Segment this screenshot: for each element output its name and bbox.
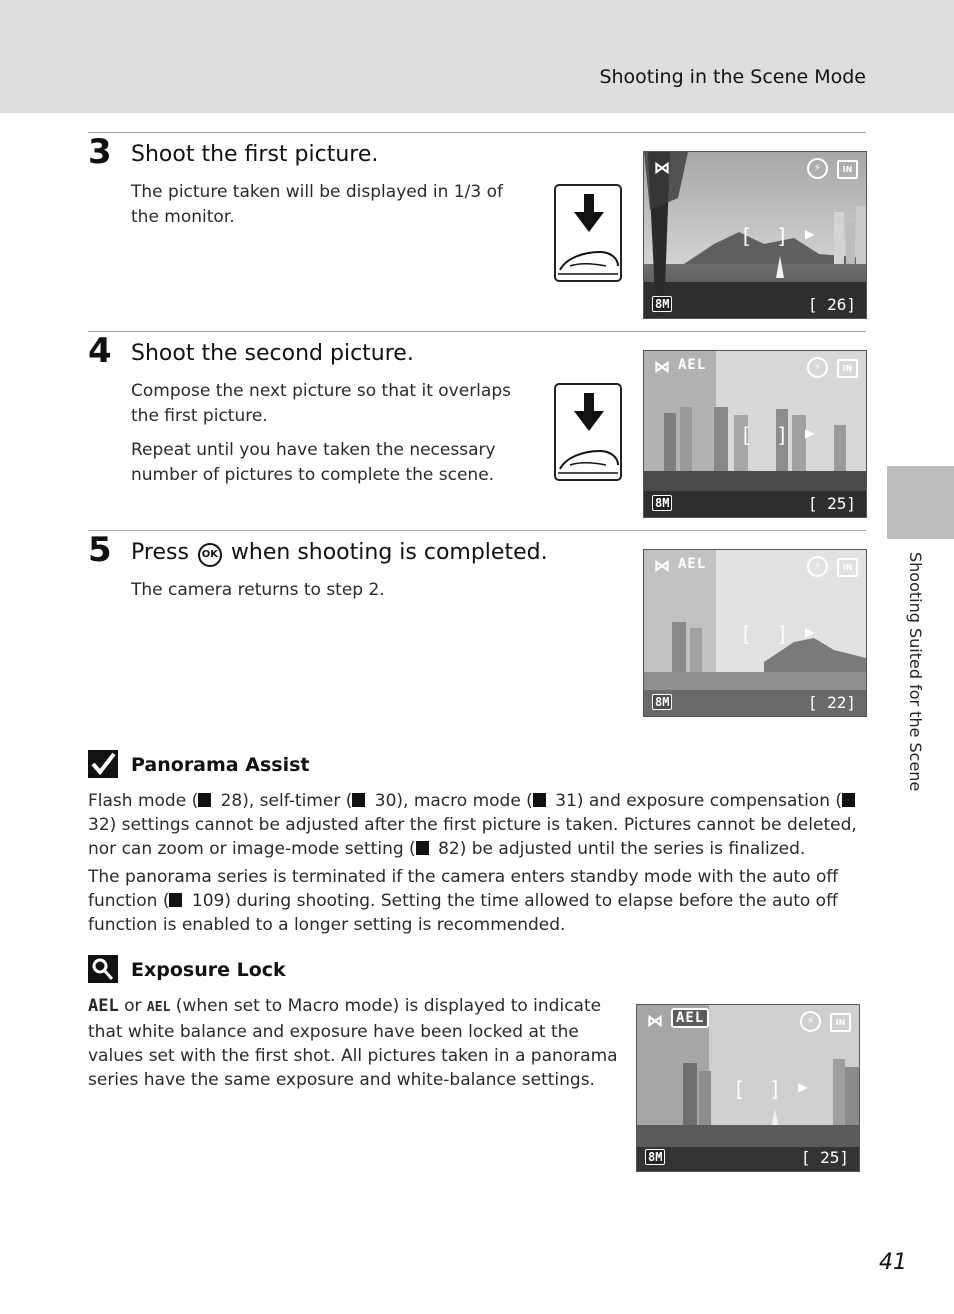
flash-icon: ⚡	[807, 556, 828, 577]
step-divider	[88, 331, 866, 332]
macro-ael-symbol: AEL	[146, 1000, 171, 1015]
step-text: The picture taken will be displayed in 1/3 of the monitor.	[131, 182, 503, 227]
step-title-post: when shooting is completed.	[230, 540, 548, 565]
header-band	[0, 0, 954, 113]
direction-arrow-icon: ▶	[798, 1077, 808, 1096]
section-title: Shooting in the Scene Mode	[599, 66, 866, 88]
note-paragraph	[88, 994, 623, 1092]
internal-memory-icon: IN	[837, 160, 858, 179]
exposures-remaining: [ 25]	[800, 1148, 849, 1167]
page-reference-icon	[169, 893, 182, 907]
focus-brackets: [ ]	[740, 224, 795, 248]
focus-brackets: [ ]	[740, 423, 795, 447]
focus-brackets: [ ]	[733, 1077, 788, 1101]
page-reference-icon	[198, 793, 211, 807]
note-body	[88, 789, 866, 941]
page-reference-icon	[533, 793, 546, 807]
note-text: 31) and exposure compensation (	[549, 791, 842, 811]
flash-icon: ⚡	[807, 357, 828, 378]
side-tab-label	[905, 552, 927, 802]
panorama-mode-icon: ⋈	[654, 357, 670, 376]
note-text: or	[118, 996, 147, 1016]
camera-screen	[643, 350, 867, 518]
internal-memory-icon: IN	[837, 359, 858, 378]
ael-indicator: AEL	[678, 556, 707, 572]
note-text: The panorama series is terminated if the camera enters standby mode with the auto off function (	[88, 867, 839, 911]
panorama-mode-icon: ⋈	[647, 1011, 663, 1030]
flash-icon: ⚡	[800, 1011, 821, 1032]
note-paragraph	[88, 789, 866, 861]
ael-indicator: AEL	[678, 357, 707, 373]
note-text: (when set to Macro mode) is displayed to indicate that white balance and exposure have been locked at the values set with the first shot. All pictures taken in a panorama series have the same exposure and white-balance settings.	[88, 996, 618, 1090]
panorama-mode-icon: ⋈	[654, 556, 670, 575]
exposures-remaining: [ 22]	[807, 693, 856, 712]
image-size-icon: 8M	[652, 296, 672, 312]
step-divider	[88, 132, 866, 133]
exposure-count: 25	[820, 1148, 840, 1167]
step-body	[131, 379, 521, 497]
step-text: Compose the next picture so that it overlaps the first picture.	[131, 381, 511, 426]
step-divider	[88, 530, 866, 531]
checkmark-icon	[88, 750, 118, 778]
page-reference-icon	[416, 841, 429, 855]
step-body	[131, 180, 511, 239]
internal-memory-icon: IN	[837, 558, 858, 577]
section-side-tab	[887, 466, 954, 539]
step-number: 3	[88, 132, 112, 172]
camera-screen	[636, 1004, 860, 1172]
shutter-press-icon	[554, 383, 622, 481]
note-text: 82) be adjusted until the series is finalized.	[432, 839, 806, 859]
exposure-count: 26	[827, 295, 847, 314]
image-size-icon: 8M	[645, 1149, 665, 1165]
panorama-mode-icon: ⋈	[654, 158, 670, 177]
internal-memory-icon: IN	[830, 1013, 851, 1032]
step-body	[131, 578, 521, 612]
step-title: Shoot the first picture.	[131, 142, 379, 167]
direction-arrow-icon: ▶	[805, 622, 815, 641]
image-size-icon: 8M	[652, 495, 672, 511]
shutter-press-icon	[554, 184, 622, 282]
note-paragraph	[88, 865, 866, 937]
step-title-pre: Press	[131, 540, 189, 565]
page-reference-icon	[842, 793, 855, 807]
camera-screen	[643, 549, 867, 717]
direction-arrow-icon: ▶	[805, 224, 815, 243]
step-title	[131, 540, 548, 567]
focus-brackets: [ ]	[740, 622, 795, 646]
ael-indicator-highlighted: AEL	[671, 1008, 709, 1028]
exposure-count: 22	[827, 693, 847, 712]
image-size-icon: 8M	[652, 694, 672, 710]
note-heading: Exposure Lock	[131, 959, 286, 981]
magnifier-note-icon	[88, 955, 118, 983]
flash-icon: ⚡	[807, 158, 828, 179]
page-number: 41	[879, 1250, 907, 1275]
step-title: Shoot the second picture.	[131, 341, 414, 366]
step-number: 4	[88, 331, 112, 371]
note-heading: Panorama Assist	[131, 754, 310, 776]
step-text: Repeat until you have taken the necessary number of pictures to complete the scene.	[131, 440, 496, 485]
note-text: 28), self-timer (	[215, 791, 353, 811]
camera-screen	[643, 151, 867, 319]
note-text: 30), macro mode (	[369, 791, 533, 811]
ael-symbol: AEL	[88, 996, 119, 1016]
side-tab-text: Shooting Suited for the Scene	[906, 552, 925, 792]
exposures-remaining: [ 25]	[807, 494, 856, 513]
step-number: 5	[88, 530, 112, 570]
note-body	[88, 994, 623, 1096]
page-reference-icon	[352, 793, 365, 807]
note-text: Flash mode (	[88, 791, 199, 811]
note-text: 32) settings cannot be adjusted after the first picture is taken. Pictures cannot be deleted, nor can zoom or image-mode setting (	[88, 815, 857, 859]
note-text: 109) during shooting. Setting the time allowed to elapse before the auto off function is enabled to a longer setting is recommended.	[88, 891, 838, 935]
exposures-remaining: [ 26]	[807, 295, 856, 314]
direction-arrow-icon: ▶	[805, 423, 815, 442]
ok-button-icon: OK	[198, 543, 222, 567]
step-text: The camera returns to step 2.	[131, 580, 385, 600]
exposure-count: 25	[827, 494, 847, 513]
